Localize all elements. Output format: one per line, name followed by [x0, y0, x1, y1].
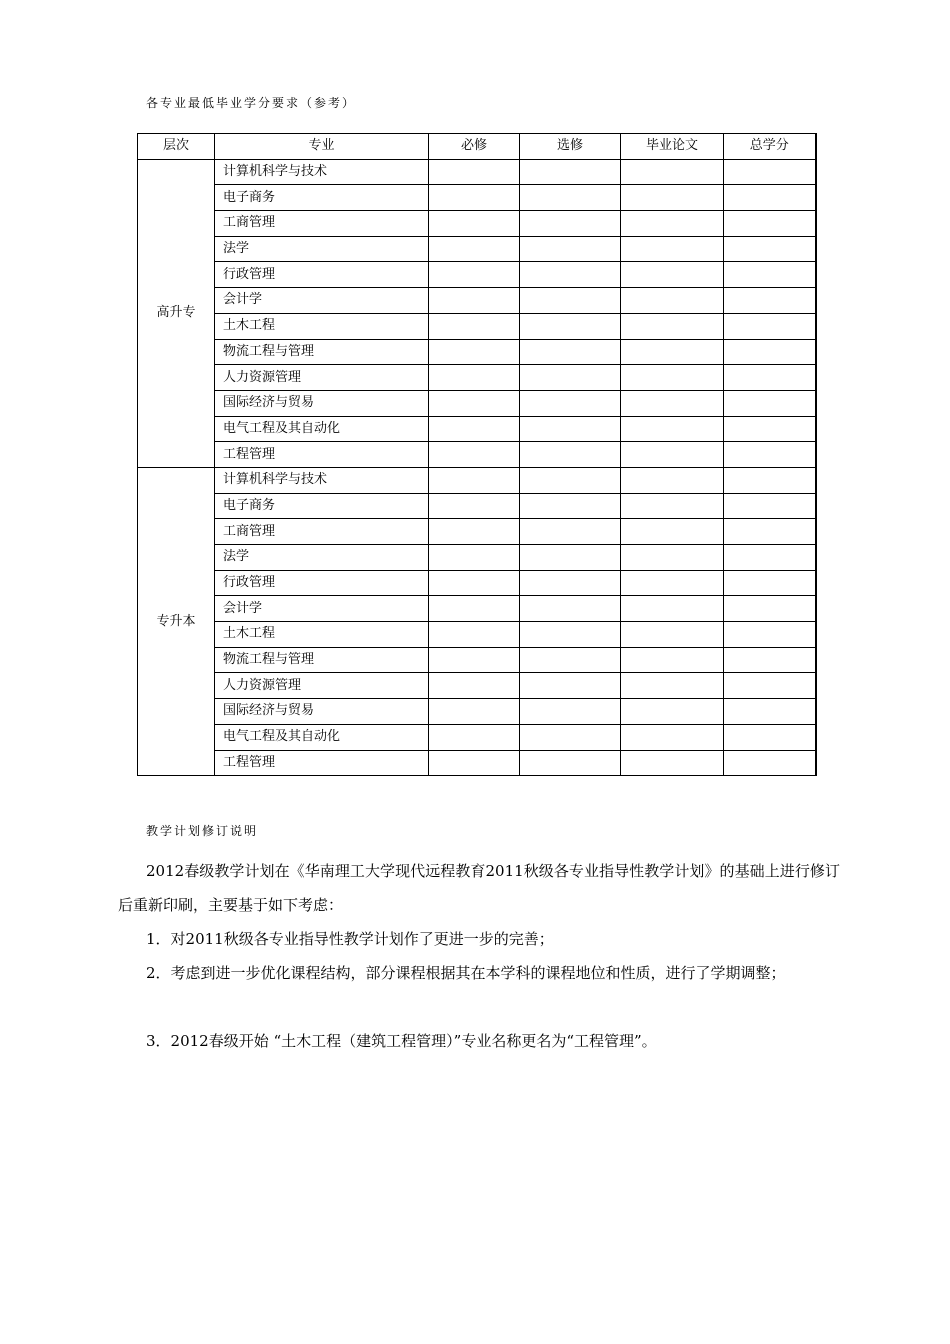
header-thesis: 毕业论文	[621, 134, 724, 160]
major-cell: 土木工程	[215, 622, 429, 648]
major-cell: 电子商务	[215, 185, 429, 211]
elective-credits-cell	[520, 596, 621, 622]
table-row	[138, 750, 816, 776]
required-credits-cell	[429, 596, 520, 622]
elective-credits-cell	[520, 699, 621, 725]
elective-credits-cell	[520, 288, 621, 314]
required-credits-cell	[429, 365, 520, 391]
thesis-credits-cell	[621, 750, 724, 776]
required-credits-cell	[429, 519, 520, 545]
thesis-credits-cell	[621, 262, 724, 288]
level-cell: 高升专	[138, 159, 215, 467]
table-row	[138, 493, 816, 519]
thesis-credits-cell	[621, 673, 724, 699]
major-cell: 人力资源管理	[215, 365, 429, 391]
major-cell: 人力资源管理	[215, 673, 429, 699]
elective-credits-cell	[520, 262, 621, 288]
table-row	[138, 262, 816, 288]
table-row	[138, 596, 816, 622]
major-cell: 工商管理	[215, 211, 429, 237]
elective-credits-cell	[520, 750, 621, 776]
table-row	[138, 159, 816, 185]
thesis-credits-cell	[621, 416, 724, 442]
total-credits-cell	[724, 390, 816, 416]
required-credits-cell	[429, 724, 520, 750]
thesis-credits-cell	[621, 622, 724, 648]
elective-credits-cell	[520, 416, 621, 442]
elective-credits-cell	[520, 545, 621, 571]
header-total-credits: 总学分	[724, 134, 816, 160]
thesis-credits-cell	[621, 724, 724, 750]
total-credits-cell	[724, 416, 816, 442]
thesis-credits-cell	[621, 493, 724, 519]
major-cell: 电气工程及其自动化	[215, 416, 429, 442]
major-cell: 物流工程与管理	[215, 339, 429, 365]
table-body	[138, 159, 816, 776]
major-cell: 工商管理	[215, 519, 429, 545]
table-row	[138, 313, 816, 339]
section-heading-revision: 教学计划修订说明	[146, 824, 259, 838]
thesis-credits-cell	[621, 699, 724, 725]
elective-credits-cell	[520, 493, 621, 519]
level-cell: 专升本	[138, 467, 215, 775]
required-credits-cell	[429, 211, 520, 237]
table-row	[138, 339, 816, 365]
elective-credits-cell	[520, 570, 621, 596]
credits-table	[137, 133, 817, 776]
paragraph-item-2: 2．考虑到进一步优化课程结构，部分课程根据其在本学科的课程地位和性质，进行了学期调整；	[146, 964, 786, 982]
required-credits-cell	[429, 390, 520, 416]
table-row	[138, 442, 816, 468]
thesis-credits-cell	[621, 570, 724, 596]
major-cell: 行政管理	[215, 570, 429, 596]
thesis-credits-cell	[621, 313, 724, 339]
major-cell: 电气工程及其自动化	[215, 724, 429, 750]
paragraph-item-3: 3．2012春级开始 “土木工程（建筑工程管理）”专业名称更名为“工程管理”。	[146, 1032, 657, 1050]
required-credits-cell	[429, 570, 520, 596]
major-cell: 工程管理	[215, 750, 429, 776]
total-credits-cell	[724, 467, 816, 493]
table-row	[138, 519, 816, 545]
total-credits-cell	[724, 673, 816, 699]
table-row	[138, 390, 816, 416]
table-row	[138, 288, 816, 314]
total-credits-cell	[724, 622, 816, 648]
table-row	[138, 211, 816, 237]
elective-credits-cell	[520, 211, 621, 237]
total-credits-cell	[724, 365, 816, 391]
thesis-credits-cell	[621, 339, 724, 365]
elective-credits-cell	[520, 390, 621, 416]
table-row	[138, 699, 816, 725]
total-credits-cell	[724, 339, 816, 365]
total-credits-cell	[724, 699, 816, 725]
table-row	[138, 673, 816, 699]
total-credits-cell	[724, 724, 816, 750]
thesis-credits-cell	[621, 545, 724, 571]
total-credits-cell	[724, 442, 816, 468]
thesis-credits-cell	[621, 236, 724, 262]
table-row	[138, 467, 816, 493]
required-credits-cell	[429, 185, 520, 211]
thesis-credits-cell	[621, 467, 724, 493]
thesis-credits-cell	[621, 596, 724, 622]
required-credits-cell	[429, 339, 520, 365]
major-cell: 国际经济与贸易	[215, 699, 429, 725]
elective-credits-cell	[520, 519, 621, 545]
elective-credits-cell	[520, 724, 621, 750]
major-cell: 会计学	[215, 596, 429, 622]
thesis-credits-cell	[621, 185, 724, 211]
total-credits-cell	[724, 750, 816, 776]
thesis-credits-cell	[621, 390, 724, 416]
elective-credits-cell	[520, 647, 621, 673]
required-credits-cell	[429, 442, 520, 468]
total-credits-cell	[724, 570, 816, 596]
major-cell: 会计学	[215, 288, 429, 314]
major-cell: 工程管理	[215, 442, 429, 468]
total-credits-cell	[724, 545, 816, 571]
required-credits-cell	[429, 673, 520, 699]
elective-credits-cell	[520, 339, 621, 365]
required-credits-cell	[429, 467, 520, 493]
paragraph-intro: 2012春级教学计划在《华南理工大学现代远程教育2011秋级各专业指导性教学计划》的基础上进行修订后重新印刷，主要基于如下考虑：	[118, 862, 840, 914]
major-cell: 计算机科学与技术	[215, 467, 429, 493]
total-credits-cell	[724, 519, 816, 545]
major-cell: 物流工程与管理	[215, 647, 429, 673]
total-credits-cell	[724, 185, 816, 211]
total-credits-cell	[724, 159, 816, 185]
table-row	[138, 647, 816, 673]
table-row	[138, 185, 816, 211]
major-cell: 电子商务	[215, 493, 429, 519]
elective-credits-cell	[520, 185, 621, 211]
header-elective: 选修	[520, 134, 621, 160]
elective-credits-cell	[520, 673, 621, 699]
required-credits-cell	[429, 750, 520, 776]
required-credits-cell	[429, 699, 520, 725]
table-row	[138, 622, 816, 648]
total-credits-cell	[724, 493, 816, 519]
required-credits-cell	[429, 159, 520, 185]
elective-credits-cell	[520, 365, 621, 391]
elective-credits-cell	[520, 442, 621, 468]
header-level: 层次	[138, 134, 215, 160]
thesis-credits-cell	[621, 211, 724, 237]
required-credits-cell	[429, 236, 520, 262]
header-required: 必修	[429, 134, 520, 160]
table-row	[138, 365, 816, 391]
table-row	[138, 570, 816, 596]
thesis-credits-cell	[621, 365, 724, 391]
thesis-credits-cell	[621, 519, 724, 545]
table-row	[138, 724, 816, 750]
elective-credits-cell	[520, 159, 621, 185]
major-cell: 行政管理	[215, 262, 429, 288]
required-credits-cell	[429, 493, 520, 519]
paragraph-item-1: 1．对2011秋级各专业指导性教学计划作了更进一步的完善；	[146, 930, 554, 948]
thesis-credits-cell	[621, 159, 724, 185]
header-major: 专业	[215, 134, 429, 160]
section-heading-credits: 各专业最低毕业学分要求（参考）	[146, 96, 357, 110]
required-credits-cell	[429, 622, 520, 648]
required-credits-cell	[429, 262, 520, 288]
elective-credits-cell	[520, 313, 621, 339]
major-cell: 土木工程	[215, 313, 429, 339]
major-cell: 法学	[215, 545, 429, 571]
table-row	[138, 236, 816, 262]
total-credits-cell	[724, 262, 816, 288]
required-credits-cell	[429, 416, 520, 442]
major-cell: 计算机科学与技术	[215, 159, 429, 185]
thesis-credits-cell	[621, 647, 724, 673]
thesis-credits-cell	[621, 288, 724, 314]
table-row	[138, 545, 816, 571]
total-credits-cell	[724, 647, 816, 673]
major-cell: 法学	[215, 236, 429, 262]
major-cell: 国际经济与贸易	[215, 390, 429, 416]
table-row	[138, 416, 816, 442]
total-credits-cell	[724, 236, 816, 262]
required-credits-cell	[429, 288, 520, 314]
total-credits-cell	[724, 288, 816, 314]
table-header-row	[138, 134, 816, 160]
total-credits-cell	[724, 211, 816, 237]
thesis-credits-cell	[621, 442, 724, 468]
total-credits-cell	[724, 596, 816, 622]
elective-credits-cell	[520, 467, 621, 493]
elective-credits-cell	[520, 236, 621, 262]
total-credits-cell	[724, 313, 816, 339]
required-credits-cell	[429, 647, 520, 673]
elective-credits-cell	[520, 622, 621, 648]
required-credits-cell	[429, 313, 520, 339]
required-credits-cell	[429, 545, 520, 571]
